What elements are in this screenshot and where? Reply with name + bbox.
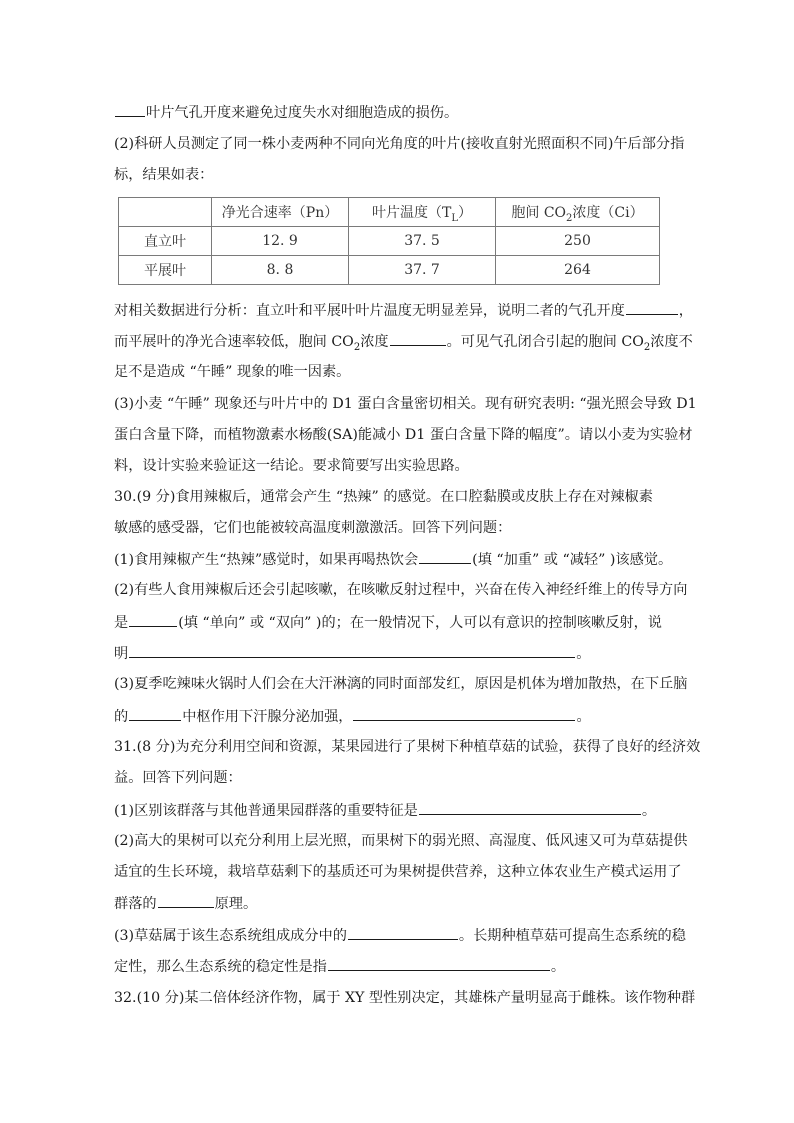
text-line: 叶片气孔开度来避免过度失水对细胞造成的损伤。 <box>114 102 458 123</box>
text-line: 蛋白含量下降，而植物激素水杨酸(SA)能减小 D1 蛋白含量下降的幅度”。请以小麦为实验材 <box>114 427 693 443</box>
answer-blank[interactable] <box>419 800 641 815</box>
table-corner-cell <box>119 198 212 227</box>
text-line: 敏感的感受器，它们也能被较高温度刺激激活。回答下列问题： <box>114 520 512 536</box>
text-line: 定性，那么生态系统的稳定性是指 。 <box>114 956 565 977</box>
cell-ci: 250 <box>496 227 660 256</box>
text-line: (1)区别该群落与其他普通果园群落的重要特征是 。 <box>114 800 656 821</box>
answer-blank[interactable] <box>129 643 575 658</box>
text-line: 31.(8 分)为充分利用空间和资源，某果园进行了果树下种植草菇的试验，获得了良好的经济效 <box>114 739 701 755</box>
table-header-pn: 净光合速率（Pn） <box>212 198 349 227</box>
table-header-tl: 叶片温度$(T_L)$ <box>349 198 496 227</box>
cell-tl: 37. 5 <box>349 227 496 256</box>
answer-blank[interactable] <box>129 612 177 627</box>
cell-tl: 37. 7 <box>349 256 496 285</box>
table-row <box>119 256 660 285</box>
row-label: 平展叶 <box>119 256 212 285</box>
table-header-row <box>119 198 660 227</box>
text-line: 益。回答下列问题： <box>114 770 242 786</box>
data-table <box>118 197 660 285</box>
text-line: (2)科研人员测定了同一株小麦两种不同向光角度的叶片(接收直射光照面积不同)午后部分指 <box>114 136 685 152</box>
cell-pn: 8. 8 <box>212 256 349 285</box>
cell-ci: 264 <box>496 256 660 285</box>
text-line: 30.(9 分)食用辣椒后，通常会产生 “热辣” 的感觉。在口腔黏膜或皮肤上存在对辣椒素 <box>114 489 653 505</box>
text-line: 足不是造成 “午睡” 现象的唯一因素。 <box>114 364 351 380</box>
cell-pn: 12. 9 <box>212 227 349 256</box>
text-line: (3)草菇属于该生态系统组成成分中的 。长期种植草菇可提高生态系统的稳 <box>114 925 686 946</box>
answer-blank[interactable] <box>348 925 458 940</box>
text-line: (3)夏季吃辣味火锅时人们会在大汗淋漓的同时面部发红，原因是机体为增加散热，在下丘脑 <box>114 676 688 692</box>
text-line: 对相关数据进行分析：直立叶和平展叶叶片温度无明显差异，说明二者的气孔开度 ， <box>114 300 693 321</box>
answer-blank[interactable] <box>353 706 575 721</box>
text-line: 标，结果如表： <box>114 167 214 183</box>
text-line: 料，设计实验来验证这一结论。要求简要写出实验思路。 <box>114 458 469 474</box>
text-line: 而平展叶的净光合速率较低，胞间 $CO_2$浓度 。可见气孔闭合引起的胞间 $CO_2$浓度不 <box>114 331 693 352</box>
text-line: 是 (填 “单向” 或 “双向” )的；在一般情况下，人可以有意识的控制咳嗽反射，说 <box>114 612 662 633</box>
answer-blank[interactable] <box>115 102 145 117</box>
text-line: 群落的 原理。 <box>114 893 257 914</box>
row-label: 直立叶 <box>119 227 212 256</box>
text-line: 的 中枢作用下汗腺分泌加强， 。 <box>114 706 591 727</box>
answer-blank[interactable] <box>158 893 214 908</box>
answer-blank[interactable] <box>390 331 446 346</box>
answer-blank[interactable] <box>626 300 678 315</box>
text-line: (1)食用辣椒产生“热辣”感觉时，如果再喝热饮会 (填 “加重” 或 “减轻” )该感觉。 <box>114 549 672 570</box>
answer-blank[interactable] <box>328 956 550 971</box>
text-line: (3)小麦 “午睡” 现象还与叶片中的 D1 蛋白含量密切相关。现有研究表明: “强光照会导致 D1 <box>114 396 697 412</box>
text-line: 32.(10 分)某二倍体经济作物，属于 XY 型性别决定，其雄株产量明显高于雌株。该作物种群 <box>114 990 696 1006</box>
text-line: 明 。 <box>114 643 590 664</box>
table-row <box>119 227 660 256</box>
answer-blank[interactable] <box>419 549 471 564</box>
text-line: (2)有些人食用辣椒后还会引起咳嗽，在咳嗽反射过程中，兴奋在传入神经纤维上的传导方向 <box>114 582 688 598</box>
text-line: (2)高大的果树可以充分利用上层光照，而果树下的弱光照、高湿度、低风速又可为草菇提供 <box>114 833 688 849</box>
table-header-ci: 胞间 $CO_2$浓度（Ci） <box>496 198 660 227</box>
text-line: 适宜的生长环境，栽培草菇剩下的基质还可为果树提供营养，这种立体农业生产模式运用了 <box>114 864 682 880</box>
answer-blank[interactable] <box>129 706 181 721</box>
